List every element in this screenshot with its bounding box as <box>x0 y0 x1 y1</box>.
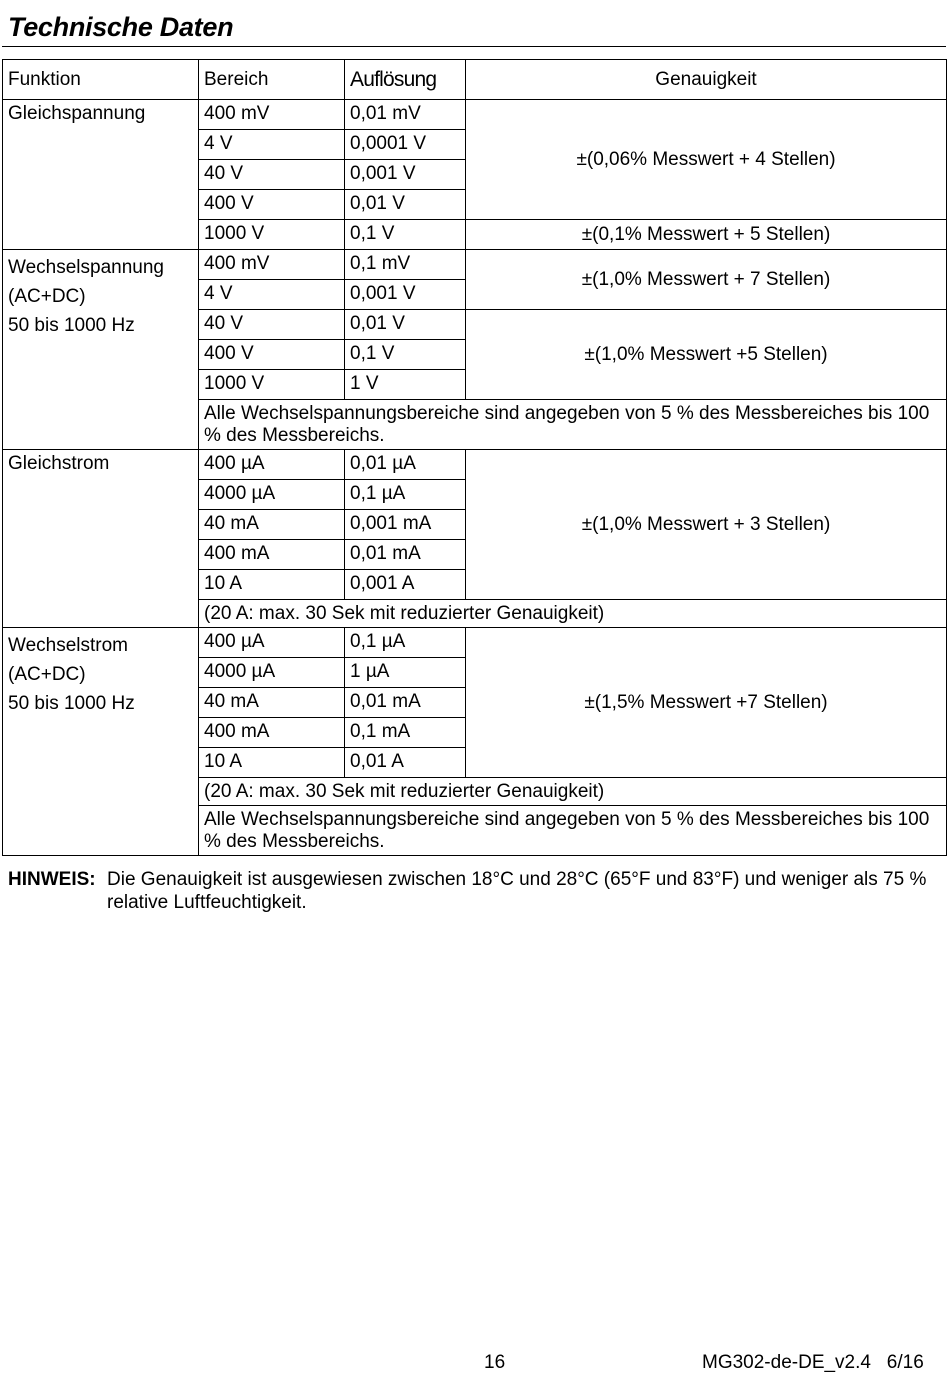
range-cell: 4 V <box>199 280 345 310</box>
function-label: 50 bis 1000 Hz <box>8 315 135 336</box>
accuracy-cell: ±(0,1% Messwert + 5 Stellen) <box>466 220 947 250</box>
range-cell: 1000 V <box>199 220 345 250</box>
function-ac-voltage <box>3 250 199 450</box>
accuracy-cell: ±(1,0% Messwert + 7 Stellen) <box>466 250 947 310</box>
resolution-cell: 0,1 µA <box>345 628 466 658</box>
range-cell: 1000 V <box>199 370 345 400</box>
resolution-cell: 0,01 V <box>345 190 466 220</box>
page-number: 16 <box>484 1352 506 1373</box>
range-note: (20 A: max. 30 Sek mit reduzierter Genauigkeit) <box>199 600 947 628</box>
range-cell: 400 mV <box>199 250 345 280</box>
range-note: (20 A: max. 30 Sek mit reduzierter Genauigkeit) <box>199 778 947 806</box>
resolution-cell: 0,001 V <box>345 160 466 190</box>
hinweis-label: HINWEIS: <box>8 869 96 890</box>
resolution-cell: 0,01 mA <box>345 688 466 718</box>
header-bereich: Bereich <box>199 60 345 100</box>
title-divider <box>2 46 946 47</box>
range-note: Alle Wechselspannungsbereiche sind angegeben von 5 % des Messbereiches bis 100 % des Messbereichs. <box>199 400 947 450</box>
table-header-row <box>3 60 947 100</box>
resolution-cell: 0,01 mV <box>345 100 466 130</box>
table-row <box>3 250 947 280</box>
range-cell: 40 V <box>199 160 345 190</box>
range-cell: 10 A <box>199 748 345 778</box>
resolution-cell: 0,01 µA <box>345 450 466 480</box>
header-genauigkeit: Genauigkeit <box>466 60 947 100</box>
hinweis-text: Die Genauigkeit ist ausgewiesen zwischen 18°C und 28°C (65°F und 83°F) und weniger als 75 % relative Luftfeuchtigkeit. <box>107 869 927 913</box>
resolution-cell: 0,1 V <box>345 220 466 250</box>
range-cell: 400 V <box>199 340 345 370</box>
range-cell: 400 µA <box>199 450 345 480</box>
range-cell: 400 V <box>199 190 345 220</box>
table-row <box>3 100 947 130</box>
specifications-table <box>2 59 947 856</box>
function-label: (AC+DC) <box>8 664 86 685</box>
resolution-cell: 1 V <box>345 370 466 400</box>
range-cell: 40 mA <box>199 510 345 540</box>
resolution-cell: 0,001 V <box>345 280 466 310</box>
accuracy-cell: ±(1,0% Messwert + 3 Stellen) <box>466 450 947 600</box>
accuracy-cell: ±(1,0% Messwert +5 Stellen) <box>466 310 947 400</box>
range-cell: 4000 µA <box>199 658 345 688</box>
resolution-cell: 0,01 A <box>345 748 466 778</box>
table-row <box>3 628 947 658</box>
header-funktion: Funktion <box>3 60 199 100</box>
accuracy-cell: ±(1,5% Messwert +7 Stellen) <box>466 628 947 778</box>
page-title: Technische Daten <box>8 12 234 42</box>
resolution-cell: 0,01 mA <box>345 540 466 570</box>
range-cell: 4 V <box>199 130 345 160</box>
table-row <box>3 450 947 480</box>
function-dc-current: Gleichstrom <box>3 450 199 628</box>
resolution-cell: 0,0001 V <box>345 130 466 160</box>
range-cell: 400 mV <box>199 100 345 130</box>
function-label: Wechselstrom <box>8 635 129 656</box>
resolution-cell: 0,001 mA <box>345 510 466 540</box>
function-ac-current <box>3 628 199 856</box>
range-cell: 40 V <box>199 310 345 340</box>
range-cell: 4000 µA <box>199 480 345 510</box>
range-cell: 400 mA <box>199 540 345 570</box>
range-cell: 40 mA <box>199 688 345 718</box>
range-cell: 400 mA <box>199 718 345 748</box>
function-dc-voltage: Gleichspannung <box>3 100 199 250</box>
range-cell: 10 A <box>199 570 345 600</box>
resolution-cell: 0,1 µA <box>345 480 466 510</box>
range-note: Alle Wechselspannungsbereiche sind angegeben von 5 % des Messbereiches bis 100 % des Messbereichs. <box>199 806 947 856</box>
accuracy-cell: ±(0,06% Messwert + 4 Stellen) <box>466 100 947 220</box>
resolution-cell: 0,001 A <box>345 570 466 600</box>
resolution-cell: 0,1 V <box>345 340 466 370</box>
resolution-cell: 1 µA <box>345 658 466 688</box>
function-label: 50 bis 1000 Hz <box>8 693 135 714</box>
range-cell: 400 µA <box>199 628 345 658</box>
resolution-cell: 0,01 V <box>345 310 466 340</box>
document-id: MG302-de-DE_v2.4 6/16 <box>702 1352 924 1373</box>
header-aufloesung: Auflösung <box>345 60 466 100</box>
function-label: Wechselspannung <box>8 257 164 278</box>
resolution-cell: 0,1 mV <box>345 250 466 280</box>
resolution-cell: 0,1 mA <box>345 718 466 748</box>
function-label: (AC+DC) <box>8 286 86 307</box>
